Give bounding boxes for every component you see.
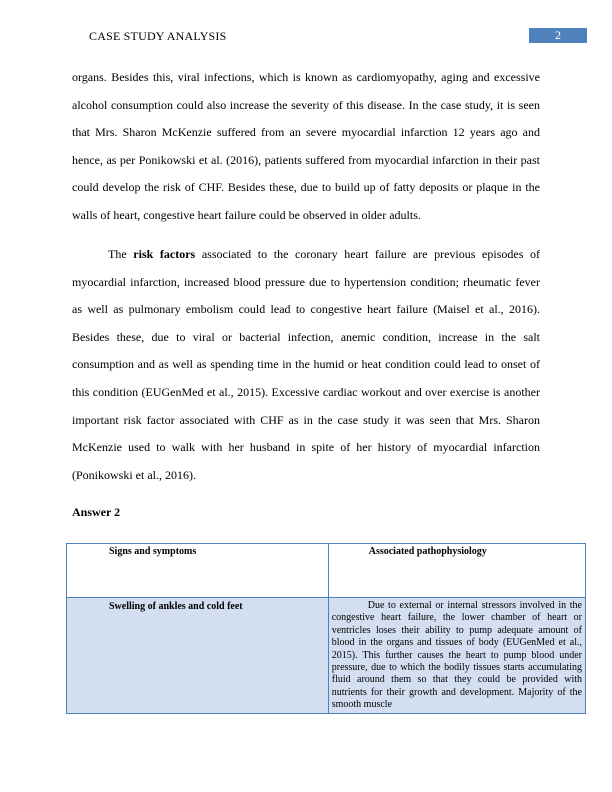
risk-factors-bold: risk factors [133, 247, 196, 261]
pathophysiology-text: Due to external or internal stressors involved in the congestive heart failure, the lower chamber of heart or ventricles loses their ability to pump adequate amount of blood in the organs and tissues of body (EUGenMed et al., 2015). This further causes the heart to pump blood under pressure, due to which the bodily tissues starts accumulating fluid around them so that they could be provided with nutrients for their growth and development. Majority of the smooth muscle [331, 600, 582, 711]
page-number-badge: 2 [529, 28, 587, 43]
pathophysiology-cell [328, 598, 585, 714]
table-row [67, 598, 586, 714]
answer-heading: Answer 2 [72, 505, 121, 519]
running-head: CASE STUDY ANALYSIS [89, 29, 227, 43]
symptoms-table [66, 543, 586, 714]
page-header [89, 28, 587, 44]
paragraph-lead: The [108, 247, 134, 261]
body-paragraph-1: organs. Besides this, viral infections, which is known as cardiomyopathy, aging and excessive alcohol consumption could also increase the severity of this disease. In the case study, it is seen that Mrs. Sharon McKenzie suffered from an severe myocardial infarction 12 years ago and hence, as per Ponikowski et al. (2016), patients suffered from myocardial infarction in their past could develop the risk of CHF. Besides these, due to build up of fatty deposits or plaque in the walls of heart, congestive heart failure could be observed in older adults. [72, 70, 540, 222]
body-paragraph-2 [72, 241, 540, 489]
header-pathophysiology: Associated pathophysiology [328, 544, 585, 598]
header-signs-symptoms: Signs and symptoms [67, 544, 329, 598]
sign-cell: Swelling of ankles and cold feet [67, 598, 329, 714]
table-header-row [67, 544, 586, 598]
paragraph-rest: associated to the coronary heart failure are previous episodes of myocardial infarction, increased blood pressure due to hypertension condition; rheumatic fever as well as pulmonary embolism could lead to congestive heart failure (Maisel et al., 2016). Besides these, due to viral or bacterial infection, anemic condition, increase in the salt consumption and as well as spending time in the humid or heat condition could lead to onset of this condition (EUGenMed et al., 2015). Excessive cardiac workout and over exercise is another important risk factor associated with CHF as in the case study it was seen that Mrs. Sharon McKenzie used to walk with her husband in spite of her history of myocardial infarction (Ponikowski et al., 2016). [72, 247, 541, 482]
